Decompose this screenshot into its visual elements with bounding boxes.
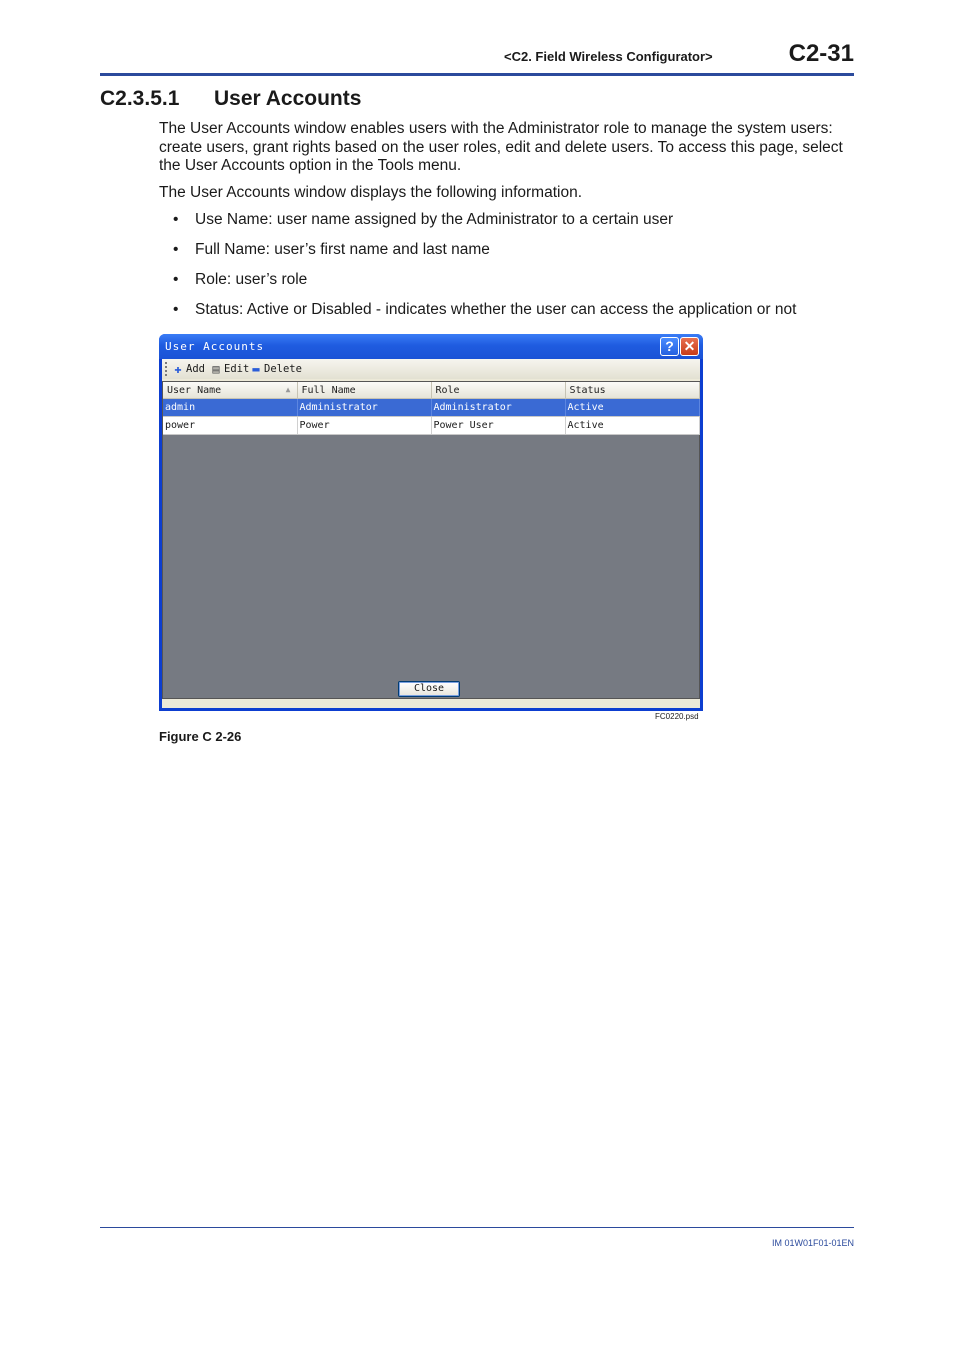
close-button[interactable]: Close [398,681,460,697]
table-row[interactable] [163,417,699,435]
section-heading [100,87,361,111]
header-divider [100,73,854,76]
column-header-status[interactable]: Status [565,382,699,399]
delete-icon: ▬ [252,362,260,376]
figure-caption: Figure C 2-26 [159,729,242,744]
toolbar [162,359,700,379]
close-icon[interactable]: ✕ [680,337,699,356]
intro-paragraph: The User Accounts window enables users with the Administrator role to manage the system users: create users, grant rights based on the user roles, edit and delete users. To access this page, select the User Accounts option in the Tools menu. [159,120,843,174]
figure-file-label: FC0220.psd [655,712,699,721]
window-title: User Accounts [165,340,265,353]
header-section-label: <C2. Field Wireless Configurator> [504,49,713,64]
list-item: • Full Name: user’s first name and last name [173,241,490,258]
add-icon: ✚ [174,362,182,376]
sort-arrow-icon: ▲ [285,385,291,394]
column-header-role[interactable]: Role [431,382,565,399]
column-header-full-name[interactable]: Full Name [297,382,431,399]
section-title: User Accounts [214,87,362,110]
toolbar-grip[interactable] [165,362,169,376]
cell-status: Active [565,399,699,417]
add-label: Add [186,363,205,375]
list-item: • Use Name: user name assigned by the Administrator to a certain user [173,211,674,228]
page-number: C2-31 [788,40,854,67]
window-client [162,359,700,708]
cell-user-name: power [163,417,297,435]
cell-role: Administrator [431,399,565,417]
delete-label: Delete [264,363,302,375]
user-grid [162,381,700,699]
edit-button[interactable] [210,363,249,375]
table-row[interactable] [163,399,699,417]
user-accounts-window [159,334,703,711]
cell-user-name: admin [163,399,297,417]
help-icon[interactable]: ? [660,337,679,356]
section-number: C2.3.5.1 [100,87,180,110]
document-id: IM 01W01F01-01EN [771,1238,854,1248]
delete-button[interactable] [250,363,302,375]
footer-divider [100,1227,854,1228]
cell-full-name: Power [297,417,431,435]
add-button[interactable] [172,363,205,375]
list-item: • Status: Active or Disabled - indicates whether the user can access the application or not [173,301,797,318]
window-titlebar[interactable] [159,334,703,359]
edit-icon: ▤ [212,362,220,376]
cell-status: Active [565,417,699,435]
info-paragraph: The User Accounts window displays the following information. [159,184,583,201]
cell-full-name: Administrator [297,399,431,417]
info-list [159,210,859,330]
cell-role: Power User [431,417,565,435]
edit-label: Edit [224,363,250,375]
list-item: • Role: user’s role [173,271,308,288]
column-header-user-name[interactable]: User Name ▲ [163,382,297,399]
